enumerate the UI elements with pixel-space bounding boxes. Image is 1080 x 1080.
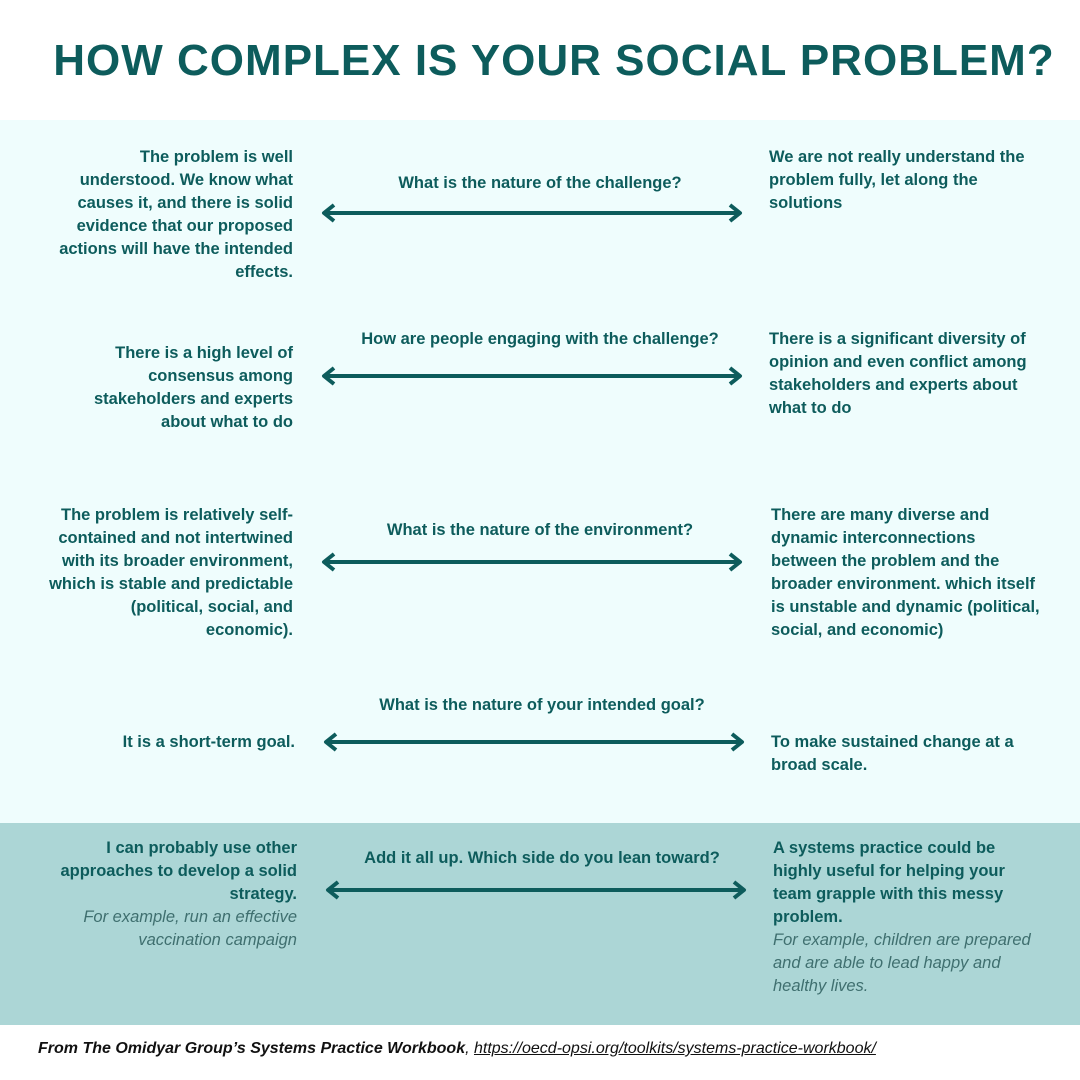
- summary-left-block: [57, 837, 297, 952]
- footer-link[interactable]: https://oecd-opsi.org/toolkits/systems-practice-workbook/: [473, 1040, 876, 1057]
- row-2-question: How are people engaging with the challenge?: [361, 330, 719, 348]
- footer-source: From The Omidyar Group’s Systems Practice Workbook: [38, 1040, 466, 1057]
- summary-right-text: A systems practice could be highly useful for helping your team grapple with this messy problem.: [773, 839, 1005, 926]
- summary-question: Add it all up. Which side do you lean toward?: [364, 849, 720, 867]
- footer-separator: ,: [465, 1040, 474, 1057]
- page-title: HOW COMPLEX IS YOUR SOCIAL PROBLEM?: [53, 36, 1055, 85]
- row-2-right-text: There is a significant diversity of opinion and even conflict among stakeholders and experts about what to do: [769, 330, 1027, 417]
- row-4-question: What is the nature of your intended goal?: [379, 696, 705, 714]
- row-2-double-arrow: [320, 366, 744, 386]
- summary-double-arrow: [324, 880, 748, 900]
- row-4-left-text: It is a short-term goal.: [122, 733, 295, 751]
- row-3-question: What is the nature of the environment?: [386, 521, 694, 539]
- row-3-double-arrow: [320, 552, 744, 572]
- row-1-double-arrow: [320, 203, 744, 223]
- row-3-right-text: There are many diverse and dynamic interconnections between the problem and the broader environment. which itself is unstable and dynamic (political, social, and economic): [771, 506, 1040, 639]
- summary-right-example: For example, children are prepared and are able to lead happy and healthy lives.: [773, 931, 1031, 995]
- row-1-right-text: We are not really understand the problem fully, let along the solutions: [769, 148, 1025, 212]
- source-footer: [38, 1040, 876, 1058]
- row-1-question: What is the nature of the challenge?: [398, 174, 682, 192]
- row-2-left-text: There is a high level of consensus among stakeholders and experts about what to do: [94, 344, 293, 431]
- row-4-double-arrow: [322, 732, 746, 752]
- row-3-left-text: The problem is relatively self-contained and not intertwined with its broader environment, which is stable and predictable (political, social, and economic).: [49, 506, 293, 639]
- summary-left-text: I can probably use other approaches to develop a solid strategy.: [60, 839, 297, 903]
- row-1-left-text: The problem is well understood. We know what causes it, and there is solid evidence that our proposed actions will have the intended effects.: [59, 148, 293, 281]
- summary-left-example: For example, run an effective vaccination campaign: [83, 908, 297, 949]
- row-4-right-text: To make sustained change at a broad scale.: [771, 733, 1014, 774]
- summary-right-block: [773, 837, 1043, 998]
